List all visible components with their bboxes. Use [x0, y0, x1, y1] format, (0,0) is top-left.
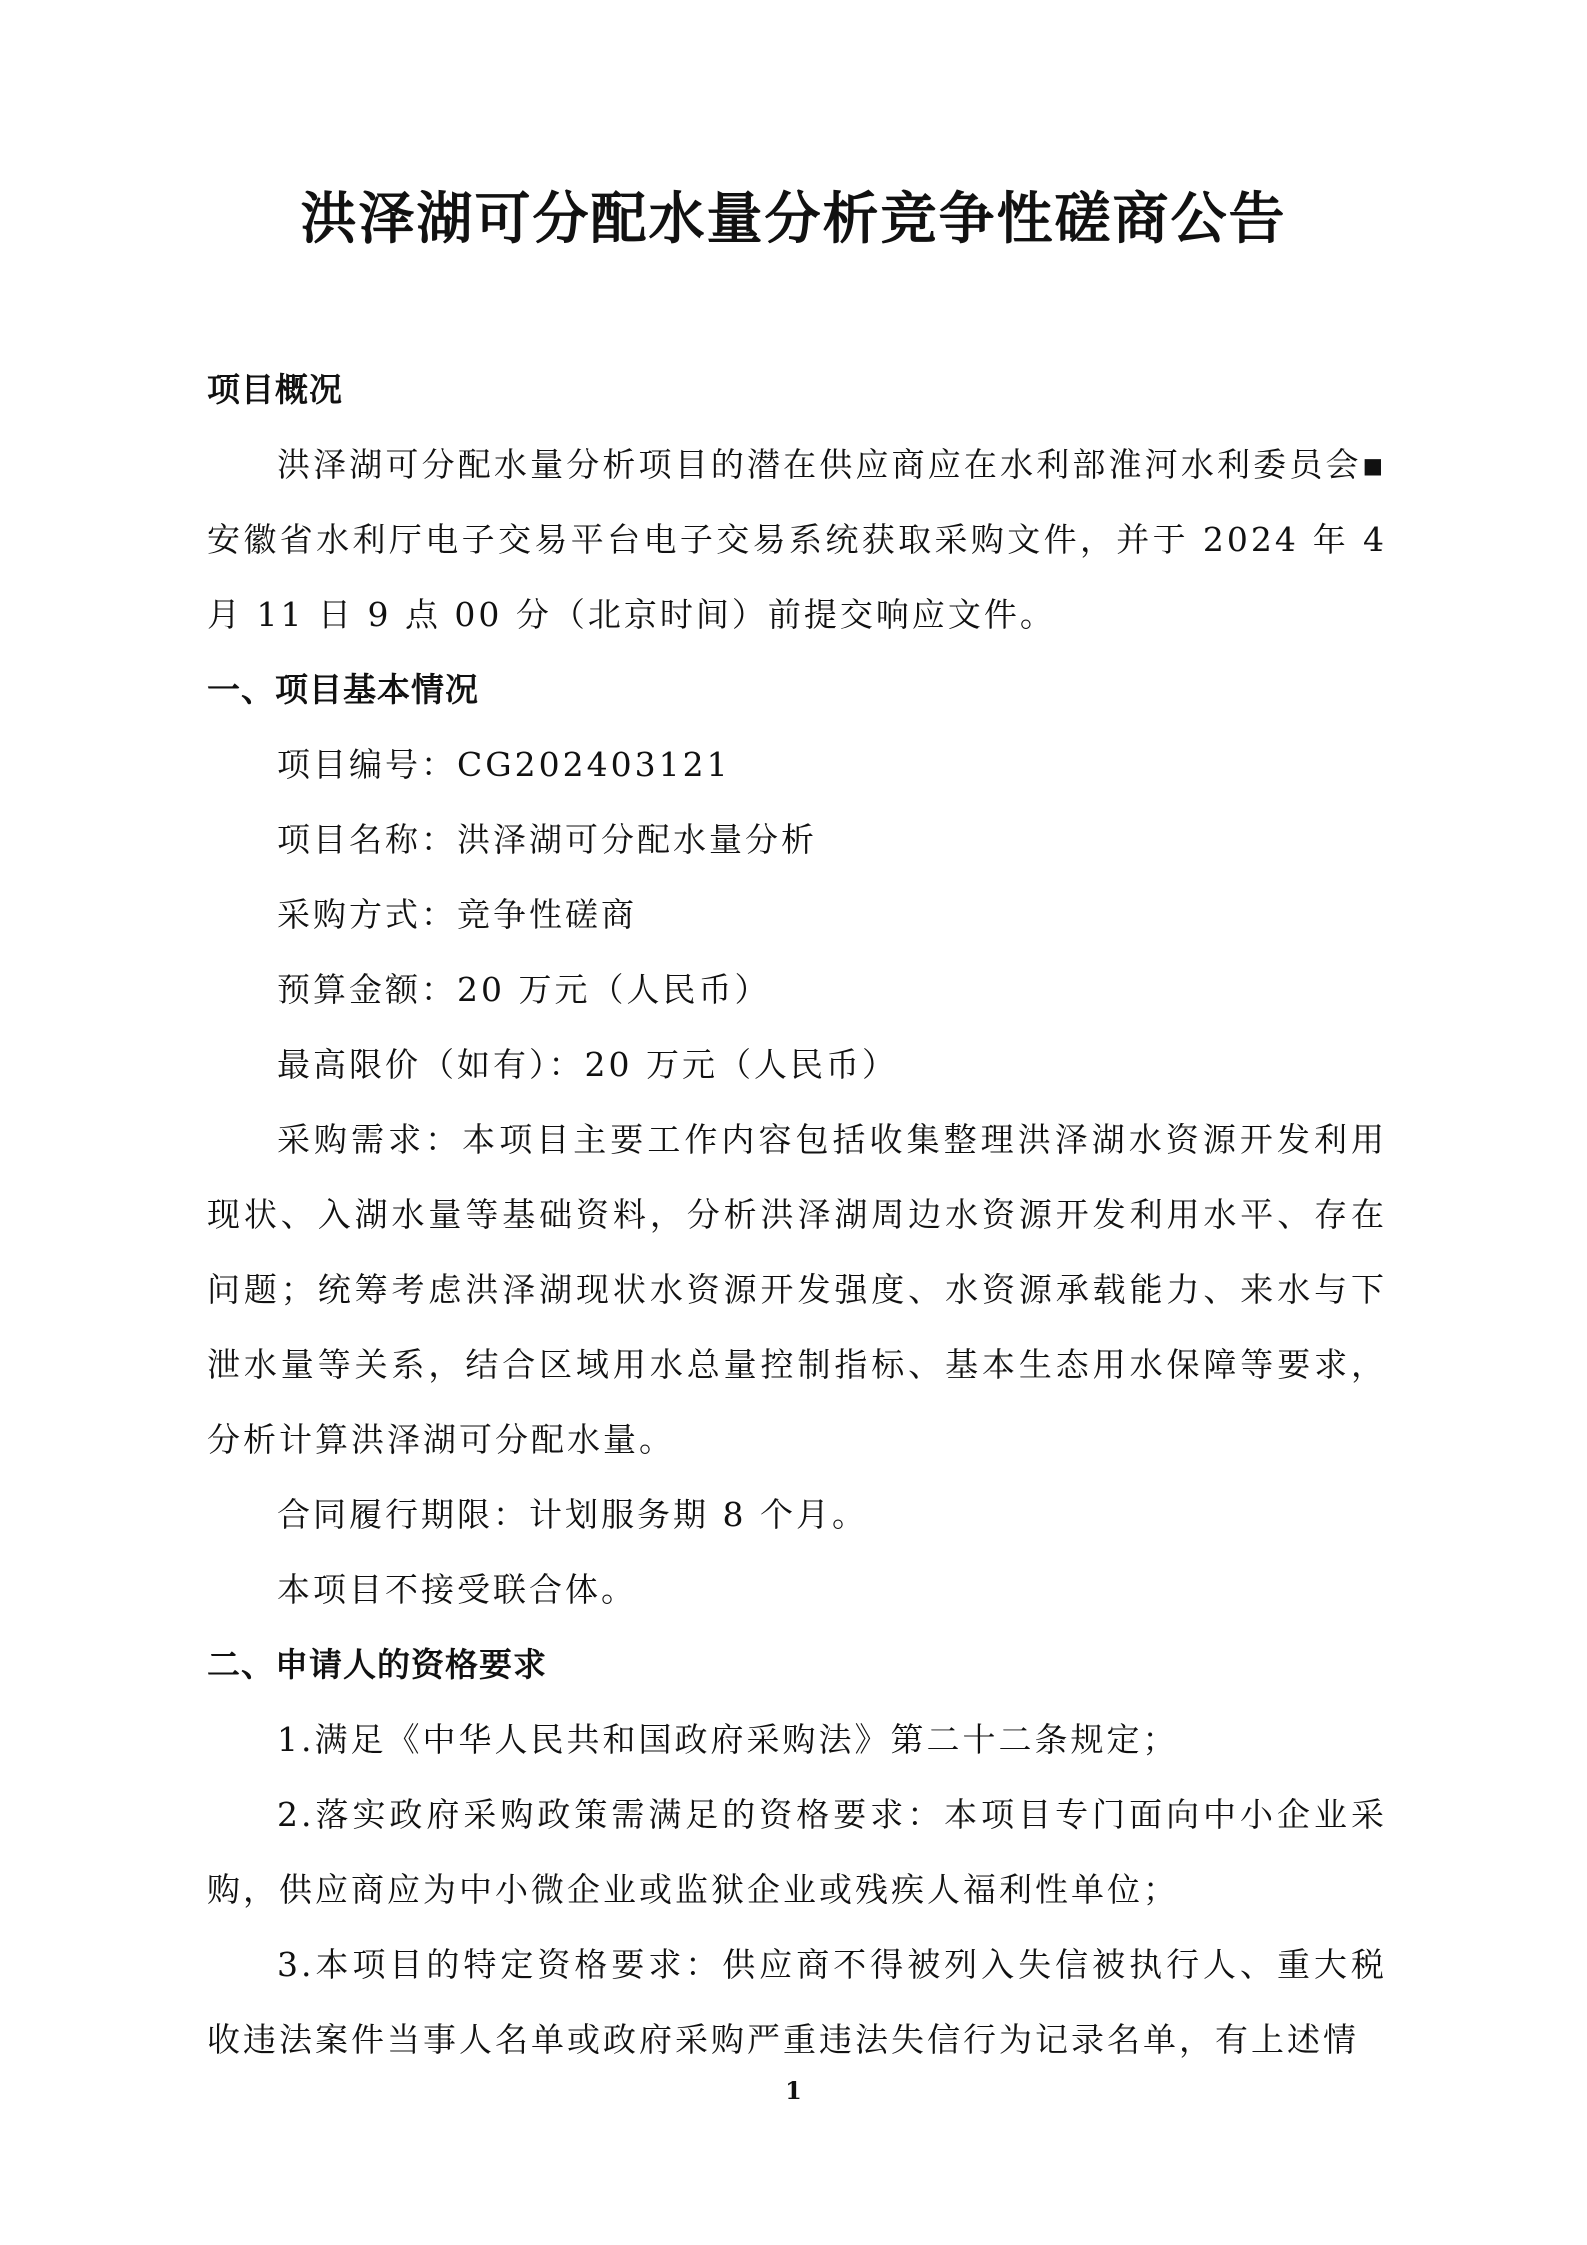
project-number: 项目编号：CG202403121 — [277, 745, 731, 784]
qualification-item-1: 1.满足《中华人民共和国政府采购法》第二十二条规定； — [277, 1720, 1179, 1759]
contract-period: 合同履行期限：计划服务期 8 个月。 — [277, 1495, 868, 1534]
project-name: 项目名称：洪泽湖可分配水量分析 — [277, 820, 817, 859]
overview-heading: 项目概况 — [207, 370, 343, 409]
section2-heading: 二、申请人的资格要求 — [207, 1645, 547, 1684]
budget-amount: 预算金额：20 万元（人民币） — [277, 970, 771, 1009]
overview-paragraph: 洪泽湖可分配水量分析项目的潜在供应商应在水利部淮河水利委员会▪安徽省水利厅电子交易平台电子交易系统获取采购文件，并于 2024 年 4 月 11 日 9 点 00 分（北京时间）前提交响应文件。 — [207, 445, 1387, 634]
consortium-note: 本项目不接受联合体。 — [277, 1570, 637, 1609]
document-title: 洪泽湖可分配水量分析竞争性磋商公告 — [300, 187, 1287, 252]
qualification-item-3: 3.本项目的特定资格要求：供应商不得被列入失信被执行人、重大税收违法案件当事人名单或政府采购严重违法失信行为记录名单，有上述情 — [207, 1945, 1387, 2059]
procurement-requirement: 采购需求：本项目主要工作内容包括收集整理洪泽湖水资源开发利用现状、入湖水量等基础资料，分析洪泽湖周边水资源开发利用水平、存在问题；统筹考虑洪泽湖现状水资源开发强度、水资源承载能力、来水与下泄水量等关系，结合区域用水总量控制指标、基本生态用水保障等要求，分析计算洪泽湖可分配水量。 — [207, 1120, 1387, 1459]
page-number: 1 — [785, 2076, 802, 2105]
max-price: 最高限价（如有）：20 万元（人民币） — [277, 1045, 898, 1084]
document-body — [207, 352, 1387, 2077]
procurement-method: 采购方式：竞争性磋商 — [277, 895, 637, 934]
section1-heading: 一、项目基本情况 — [207, 670, 479, 709]
qualification-item-2: 2.落实政府采购政策需满足的资格要求：本项目专门面向中小企业采购，供应商应为中小微企业或监狱企业或残疾人福利性单位； — [207, 1795, 1387, 1909]
